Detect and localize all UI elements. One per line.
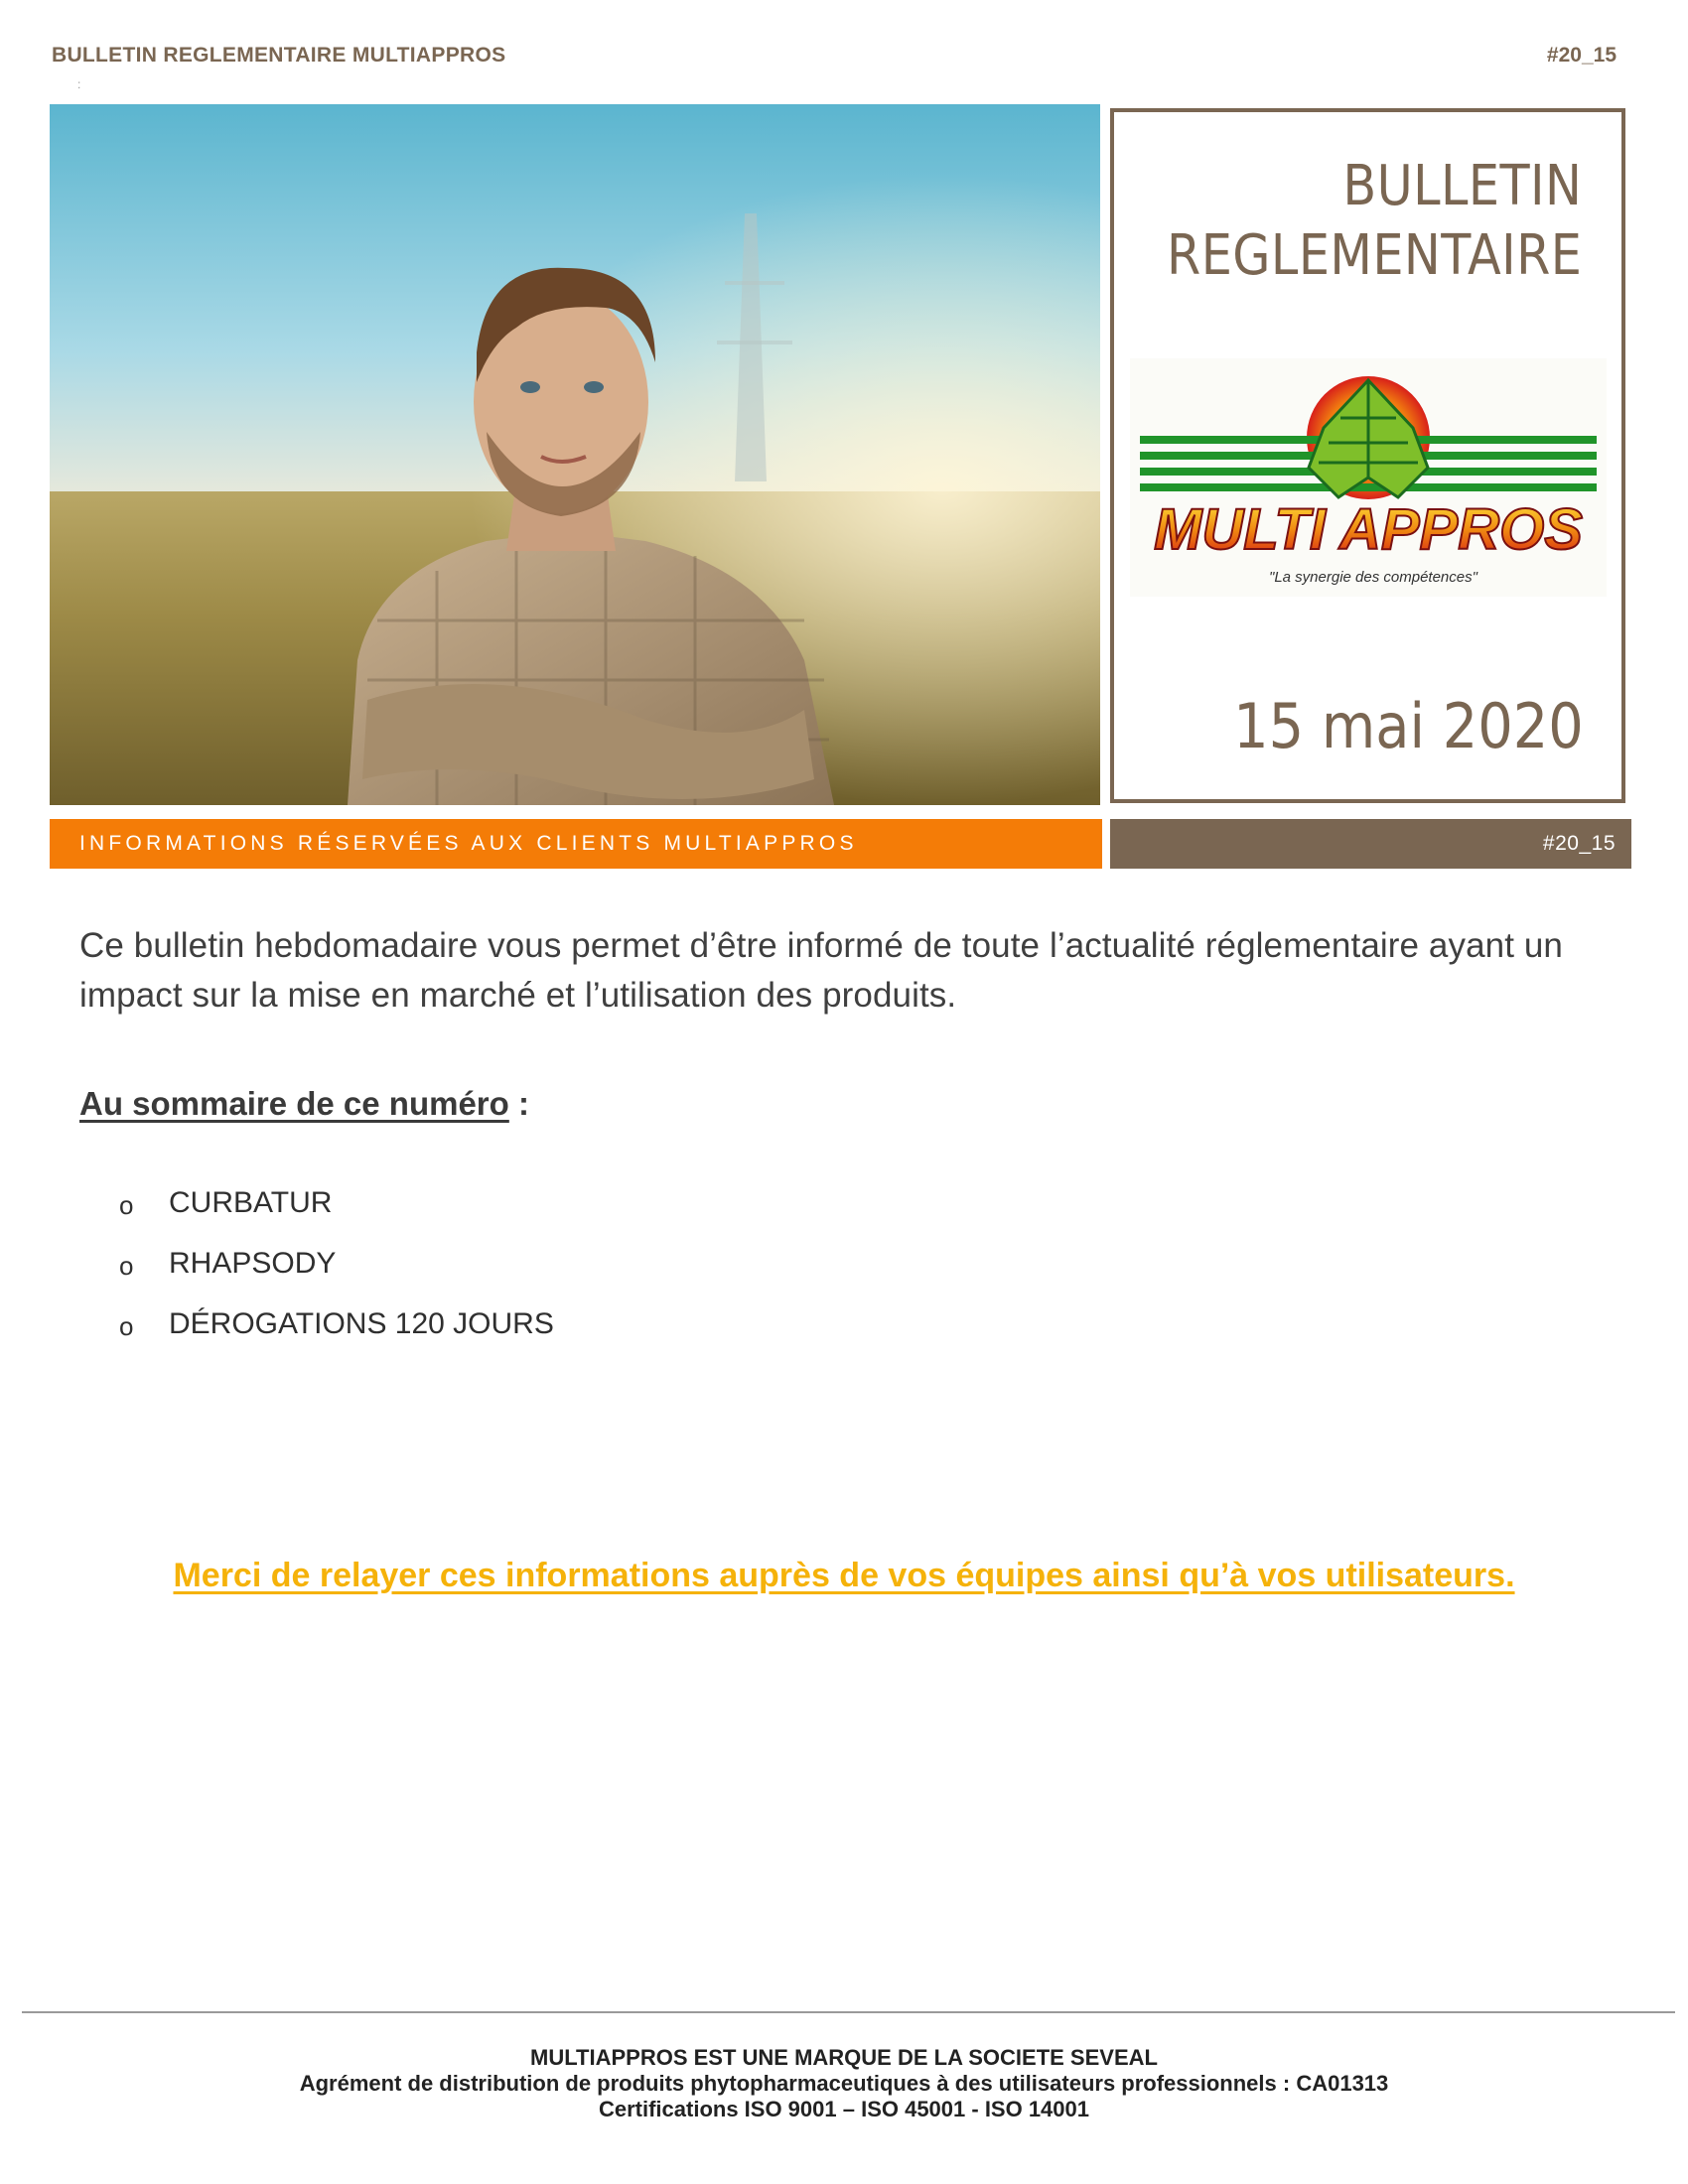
footer-divider [22, 2011, 1675, 2013]
summary-heading-text: Au sommaire de ce numéro [79, 1085, 509, 1122]
issue-band [1110, 819, 1631, 869]
intro-paragraph: Ce bulletin hebdomadaire vous permet d’être informé de toute l’actualité réglementaire ayant un impact sur la mise en marché et l’utilisation des produits. [79, 926, 1563, 1015]
logo-wordmark: MULTI APPROS [1154, 497, 1583, 562]
bullet-icon: o [119, 1311, 134, 1341]
issue-band-number: #20_15 [1542, 832, 1616, 855]
summary-heading-colon: : [508, 1085, 529, 1122]
bulletin-title-line1: BULLETIN [1342, 154, 1582, 218]
clients-info-band [50, 819, 1102, 869]
relay-notice [0, 1557, 1688, 1595]
relay-notice-text: Merci de relayer ces informations auprès de vos équipes ainsi qu’à vos utilisateurs. [173, 1557, 1515, 1594]
footer [0, 2045, 1688, 2122]
bulletin-title-line2: REGLEMENTAIRE [1166, 223, 1582, 288]
bulletin-title-box [1110, 108, 1625, 803]
bullet-icon: o [119, 1190, 134, 1220]
summary-item-label: RHAPSODY [169, 1247, 337, 1280]
multiappros-logo [1130, 358, 1607, 597]
bullet-icon: o [119, 1251, 134, 1281]
logo-tagline: "La synergie des compétences" [1269, 569, 1477, 586]
header-title: BULLETIN REGLEMENTAIRE MULTIAPPROS [52, 44, 506, 67]
header-issue-number: #20_15 [1546, 44, 1617, 67]
farmer-photo [50, 104, 1100, 805]
footer-line2: Agrément de distribution de produits phytopharmaceutiques à des utilisateurs professionnels : CA01313 [299, 2071, 1389, 2096]
clients-info-text: INFORMATIONS RÉSERVÉES AUX CLIENTS MULTIAPPROS [79, 832, 858, 855]
header-mark: : [77, 77, 81, 91]
footer-line1: MULTIAPPROS EST UNE MARQUE DE LA SOCIETE SEVEAL [530, 2045, 1158, 2070]
summary-heading [79, 1085, 529, 1123]
bulletin-title [1167, 152, 1582, 291]
summary-item-label: CURBATUR [169, 1186, 333, 1219]
bulletin-date: 15 mai 2020 [1233, 690, 1584, 762]
summary-item-label: DÉROGATIONS 120 JOURS [169, 1307, 554, 1340]
footer-line3: Certifications ISO 9001 – ISO 45001 - ISO 14001 [598, 2097, 1090, 2121]
